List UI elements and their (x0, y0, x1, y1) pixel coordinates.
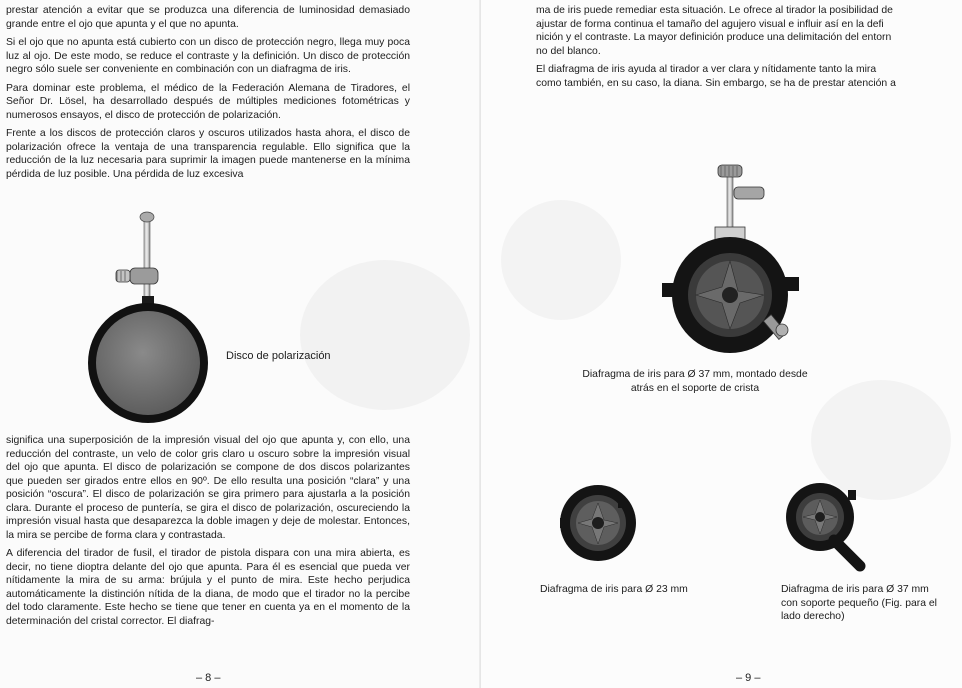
left-top-text (6, 4, 410, 186)
polarization-disc-image (80, 208, 230, 428)
left-bottom-text (6, 434, 410, 633)
caption-line: lado derecho) (781, 611, 845, 623)
text-line: ajustar de forma continua el tamaño del agujero visual e influir así en la defi (536, 18, 884, 30)
text-line: no del blanco. (536, 45, 601, 57)
page-number: – 8 – (196, 672, 221, 684)
paragraph: Si el ojo que no apunta está cubierto con un disco de protección negro, llega muy poca luz al ojo. De este modo, se reduce el contraste y la definición. Un disco de protección negro sólo suele ser conveniente en combinación con un diafragma de iris. (6, 37, 410, 76)
caption-line: atrás en el soporte de crista (630, 382, 760, 394)
figure-caption-polarization: Disco de polarización (226, 350, 331, 362)
paragraph (536, 4, 959, 58)
show-through-shadow (501, 200, 621, 320)
show-through-shadow (300, 260, 470, 410)
right-top-text (536, 4, 959, 95)
page-number: – 9 – (736, 672, 761, 684)
figure-caption-iris-37-mounted (560, 368, 830, 395)
text-line: ma de iris puede remediar esta situación. Le ofrece al tirador la posibilidad de (536, 5, 893, 16)
paragraph: A diferencia del tirador de fusil, el tirador de pistola dispara con una mira abierta, es decir, no tiene dioptra delante del ojo que apunta. Para él es esencial que pueda ver nítidamente la mira de su arma: brújula y el punto de mira. Este hecho perjudica automáticamente la distinción nítida de la diana, de modo que el tirador no la percibe del todo claramente. Este hecho se tiene que tener en cuenta ya en el momento de la determinación del cristal corrector. El diafrag- (6, 548, 410, 627)
caption-line: Diafragma de iris para Ø 37 mm (781, 584, 929, 595)
figure-caption-iris-23: Diafragma de iris para Ø 23 mm (540, 584, 688, 595)
figure-caption-iris-37-small-holder (781, 583, 961, 624)
text-line: como también, en su caso, la diana. Sin embargo, se ha de prestar atención a (536, 77, 896, 89)
caption-line: con soporte pequeño (Fig. para el (781, 597, 937, 609)
paragraph: prestar atención a evitar que se produzca una diferencia de luminosidad demasiado grande entre el ojo que apunta y el que no apunta. (6, 5, 410, 30)
paragraph: Frente a los discos de protección claros y oscuros utilizados hasta ahora, el disco de polarización ofrece la ventaja de una transparencia regulable. Ello significa que la reducción de la luz necesaria para suprimir la imagen puede mantenerse en la mínima pérdida de luz posible. Una pérdida de luz excesiva (6, 128, 410, 180)
caption-line: Diafragma de iris para Ø 37 mm, montado desde (582, 369, 808, 380)
iris-diaphragm-37-mounted-image (660, 165, 860, 355)
text-line: El diafragma de iris ayuda al tirador a ver clara y nítidamente tanto la mira (536, 64, 877, 76)
iris-diaphragm-23-image (558, 478, 648, 568)
paragraph: significa una superposición de la impresión visual del ojo que apunta y, con ello, una reducción del contraste, un velo de color gris claro u oscuro sobre la impresión visual del ojo que apunta. El disco de polarización se compone de dos discos polarizantes que pueden ser girados entre ellos en 90º. De ello resulta una posición “clara” y una posición “oscura”. El disco de polarización se gira primero para ajustarla a la posición clara. Durante el proceso de puntería, se gira el disco de polarización, oscureciendo la impresión visual hasta que desaparezca la doble imagen y deje de molestar. Entonces, la mira se percibe de forma clara y contrastada. (6, 435, 410, 541)
text-line: nición y el contraste. La mayor definición produce una delimitación del entorn (536, 32, 892, 44)
iris-diaphragm-37-small-holder-image (778, 482, 878, 577)
paragraph (536, 63, 959, 90)
paragraph: Para dominar este problema, el médico de la Federación Alemana de Tiradores, el Señor Dr. Lösel, ha desarrollado después de múltiples mediciones fotométricas y numerosos ensayos, el disco de protección de polarización. (6, 82, 410, 121)
